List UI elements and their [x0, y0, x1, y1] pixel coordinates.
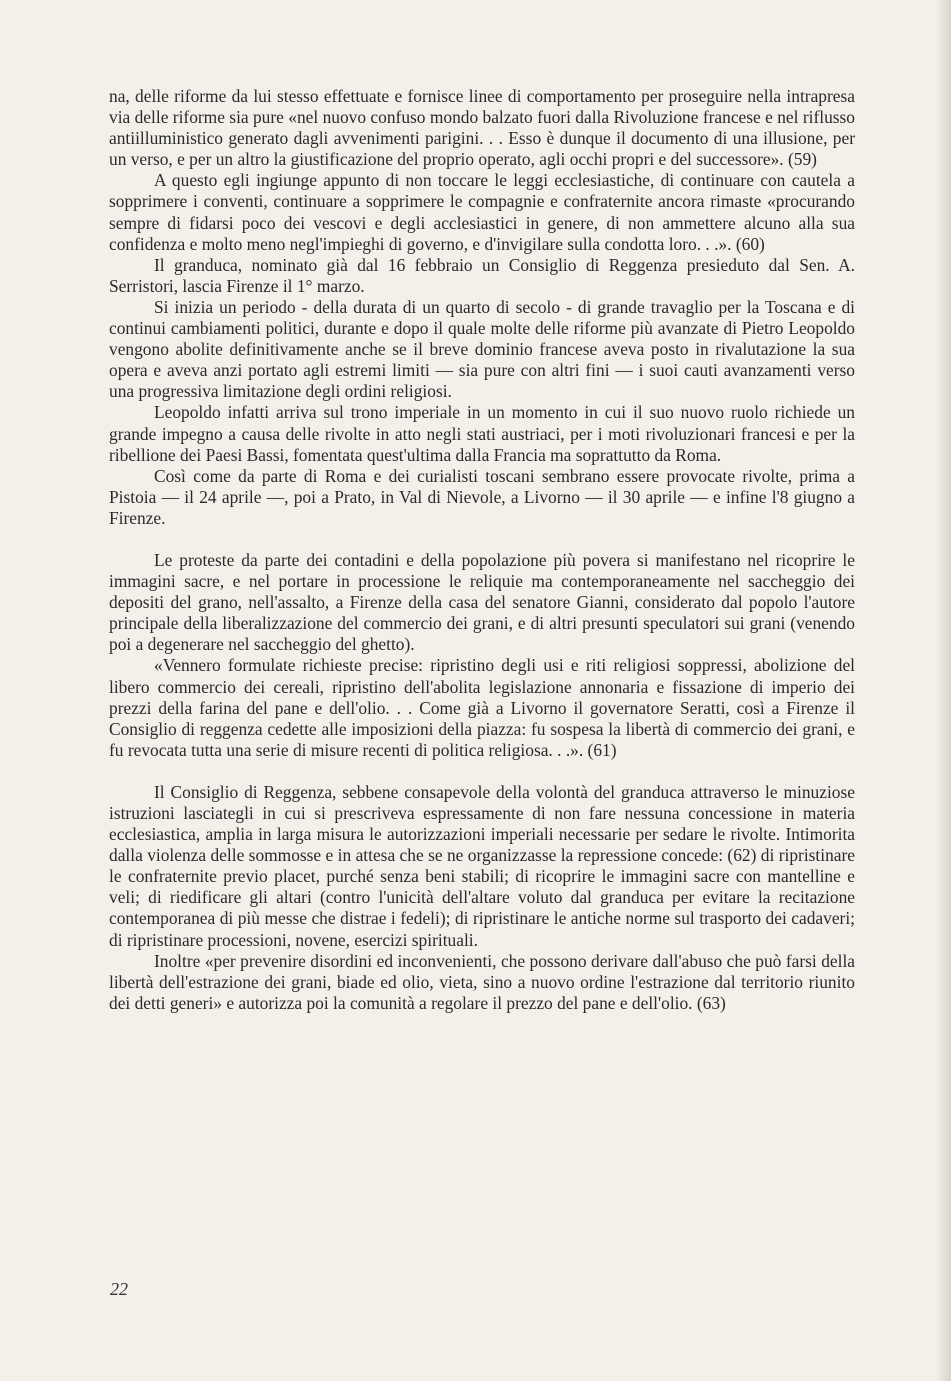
paragraph-revolts: Così come da parte di Roma e dei curialisti toscani sembrano essere provocate rivolte, prima a Pistoia — il 24 aprile —, poi a Prato, in Val di Nievole, a Livorno — il 30 aprile — e infine l'8 giugno a Firenze. — [109, 465, 855, 528]
body-text — [109, 86, 855, 1014]
paragraph-quotation-demands: «Vennero formulate richieste precise: ripristino degli usi e riti religiosi soppressi, abolizione del libero commercio dei cereali, ripristino dell'abolita legislazione annonaria e fissazione di imperio dei prezzi della farina del pane e dell'olio. . . Come già a Livorno il governatore Seratti, così a Firenze il Consiglio di reggenza cedette alle imposizioni della piazza: fu sospesa la libertà di commercio dei grani, e fu revocata tutta una serie di misure recenti di politica religiosa. . .». (61) — [109, 655, 855, 760]
paragraph-regency-concessions: Il Consiglio di Reggenza, sebbene consapevole della volontà del granduca attraverso le minuziose istruzioni lasciategli in cui si prescriveva espressamente di non fare nessuna concessione in materia ecclesiastica, amplia in larga misura le autorizzazioni imperiali necessarie per sedare le rivolte. Intimorita dalla violenza delle sommosse e in attesa che se ne organizzasse la repressione concede: (62) di ripristinare le confraternite previo placet, purché senza beni stabili; di ricoprire le immagini sacre con mantelline e veli; di riedificare gli altari (contro l'unicità dell'altare voluto dal granduca per evitare la recitazione contemporanea di più messe che distrae i fedeli); di ripristinare le antiche norme sul trasporto dei cadaveri; di ripristinare processioni, novene, esercizi spirituali. — [109, 781, 855, 950]
page-number: 22 — [110, 1279, 128, 1299]
paragraph-leopold-throne: Leopoldo infatti arriva sul trono imperiale in un momento in cui il suo nuovo ruolo richiede un grande impegno a causa delle rivolte in atto negli stati austriaci, per i moti rivoluzionari francesi e per la ribellione dei Paesi Bassi, fomentata quest'ultima dalla Francia ma soprattutto da Roma. — [109, 402, 855, 465]
paragraph-ecclesiastical-laws: A questo egli ingiunge appunto di non toccare le leggi ecclesiastiche, di continuare con cautela a sopprimere i conventi, continuare a sopprimere le compagnie e confraternite ancora rimaste «procurando sempre di fidarsi poco dei vescovi e degli acclesiastici in genere, di non ammettere alcuno alla sua confidenza e molto meno negl'impieghi di governo, e d'invigilare sulla condotta loro. . .». (60) — [109, 170, 855, 254]
paragraph-regency-council: Il granduca, nominato già dal 16 febbraio un Consiglio di Reggenza presieduto dal Sen. A. Serristori, lascia Firenze il 1° marzo. — [109, 254, 855, 296]
paragraph-protests: Le proteste da parte dei contadini e della popolazione più povera si manifestano nel ricoprire le immagini sacre, e nel portare in processione le reliquie ma contemporaneamente nel saccheggio dei depositi del grano, nell'assalto, a Firenze della casa del senatore Gianni, considerato dal popolo l'autore principale della liberalizzazione del commercio dei grani, e di altri presunti speculatori sui grani (venendo poi a degenerare nel saccheggio del ghetto). — [109, 549, 855, 655]
page-edge-shadow — [937, 0, 951, 1381]
paragraph-gap — [109, 529, 855, 550]
paragraph-gap — [109, 761, 855, 782]
paragraph-grain-export: Inoltre «per prevenire disordini ed inconvenienti, che possono derivare dall'abuso che può farsi della libertà dell'estrazione dei grani, biade ed olio, vieta, sino a nuovo ordine l'estrazione dal territorio riunito dei detti generi» e autorizza poi la comunità a regolare il prezzo del pane e dell'olio. (63) — [109, 950, 855, 1013]
paragraph-period-of-turmoil: Si inizia un periodo - della durata di un quarto di secolo - di grande travaglio per la Toscana e di continui cambiamenti politici, durante e dopo il quale molte delle riforme più avanzate di Pietro Leopoldo vengono abolite definitivamente anche se il breve dominio francese aveva posto in rivalutazione la sua opera e aveva anzi portato agli estremi limiti — sia pure con altri fini — i suoi cauti avanzamenti verso una progressiva limitazione degli ordini religiosi. — [109, 296, 855, 402]
paragraph-continuation: na, delle riforme da lui stesso effettuate e fornisce linee di comportamento per proseguire nella intrapresa via delle riforme sia pure «nel nuovo confuso mondo balzato fuori dalla Rivoluzione francese e nel riflusso antiilluministico generato dagli avvenimenti parigini. . . Esso è dunque il documento di una illusione, per un verso, e per un altro la giustificazione del proprio operato, agli occhi propri e del successore». (59) — [109, 86, 855, 170]
